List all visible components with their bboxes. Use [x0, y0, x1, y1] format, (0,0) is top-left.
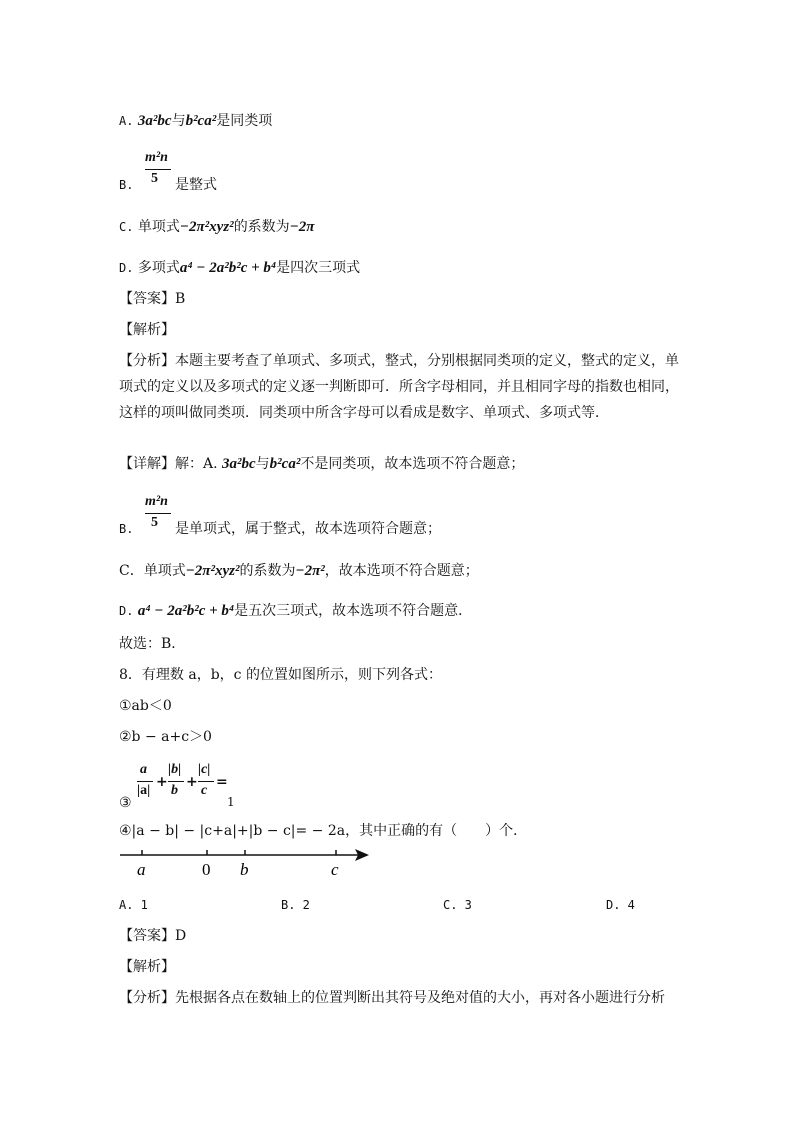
detail-b-label: B.	[119, 522, 134, 536]
q8-option-d: D. 4	[606, 898, 635, 912]
option-b-numerator: m²n	[145, 150, 168, 165]
analysis-7-heading: 【解析】	[119, 322, 175, 338]
q8-option-a: A. 1	[119, 898, 148, 912]
detail-b-tail: 是单项式，属于整式，故本选项符合题意；	[175, 521, 441, 537]
option-a-label: A.	[119, 114, 134, 128]
option-c-mid: 的系数为	[233, 219, 290, 235]
plus-2: +	[186, 774, 198, 790]
q8-statement-4: ④|a − b| − |c+a|+|b − c|= − 2a，其中正确的有（ ）个．	[119, 823, 528, 839]
label-c: c	[331, 860, 339, 879]
option-b-fraction	[145, 150, 175, 190]
option-d-expr: a⁴ − 2a²b²c + b⁴	[179, 260, 277, 276]
label-b: b	[240, 860, 249, 879]
analysis-7-text: 【分析】本题主要考查了单项式、多项式，整式，分别根据同类项的定义，整式的定义，单项式的定义以及多项式的定义逐一判断即可．所含字母相同，并且相同字母的指数也相同，这样的项叫做同类项．同类项中所含字母可以看成是数字、单项式、多项式等．	[119, 353, 679, 421]
choose-answer: 故选：B．	[119, 636, 186, 652]
detail-c: C．单项式−2π²xyz²的系数为−2π²，故本选项不符合题意；	[119, 563, 479, 579]
equals-sign: =	[216, 774, 228, 790]
option-b-label: B.	[119, 178, 134, 192]
plus-1: +	[156, 774, 168, 790]
option-c-val: −2π	[289, 219, 315, 235]
option-b-tail: 是整式	[175, 177, 217, 193]
option-d-tail: 是四次三项式	[276, 260, 361, 276]
fraction-bar	[145, 169, 171, 170]
analysis-8-text: 【分析】先根据各点在数轴上的位置判断出其符号及绝对值的大小，再对各小题进行分析	[119, 990, 665, 1006]
q8-statement-3-mark: ③	[119, 795, 132, 811]
option-c-expr: −2π²xyz²	[179, 219, 234, 235]
option-d: D. 多项式a⁴ − 2a²b²c + b⁴是四次三项式	[119, 260, 361, 276]
detail-b-fraction: m²n 5	[145, 494, 175, 534]
q8-option-b: B. 2	[281, 898, 310, 912]
option-a-expr2: b²ca²	[185, 113, 217, 129]
detail-d: D. a⁴ − 2a²b²c + b⁴是五次三项式，故本选项不符合题意．	[119, 603, 473, 619]
analysis-8-heading: 【解析】	[119, 959, 175, 975]
option-a	[119, 112, 272, 130]
option-c: C. 单项式−2π²xyz²的系数为−2π	[119, 219, 315, 235]
option-b-denominator: 5	[151, 171, 158, 186]
number-line	[115, 844, 375, 884]
option-a-tail: 是同类项	[216, 113, 273, 129]
q8-statement-1: ①ab＜0	[119, 698, 172, 714]
q8-statement-2: ②b − a+c＞0	[119, 729, 212, 745]
option-d-pre: 多项式	[137, 260, 180, 276]
statement-3-value: 1	[227, 795, 235, 809]
answer-7: 【答案】B	[119, 291, 186, 307]
option-a-mid: 与	[171, 113, 186, 129]
q8-option-c: C. 3	[443, 898, 472, 912]
q8-frac-2: |b| b	[168, 762, 188, 802]
q8-frac-3: |c| c	[198, 762, 218, 802]
label-zero: 0	[202, 860, 211, 879]
detail-a: 【详解】解：A. 3a²bc与b²ca²不是同类项，故本选项不符合题意；	[119, 456, 525, 472]
q8-frac-1: a |a|	[137, 762, 157, 802]
q8-stem: 8．有理数 a，b，c 的位置如图所示，则下列各式：	[119, 667, 442, 683]
label-a: a	[137, 860, 146, 879]
option-a-expr1: 3a²bc	[137, 113, 172, 129]
option-c-pre: 单项式	[137, 219, 180, 235]
answer-8: 【答案】D	[119, 928, 187, 944]
